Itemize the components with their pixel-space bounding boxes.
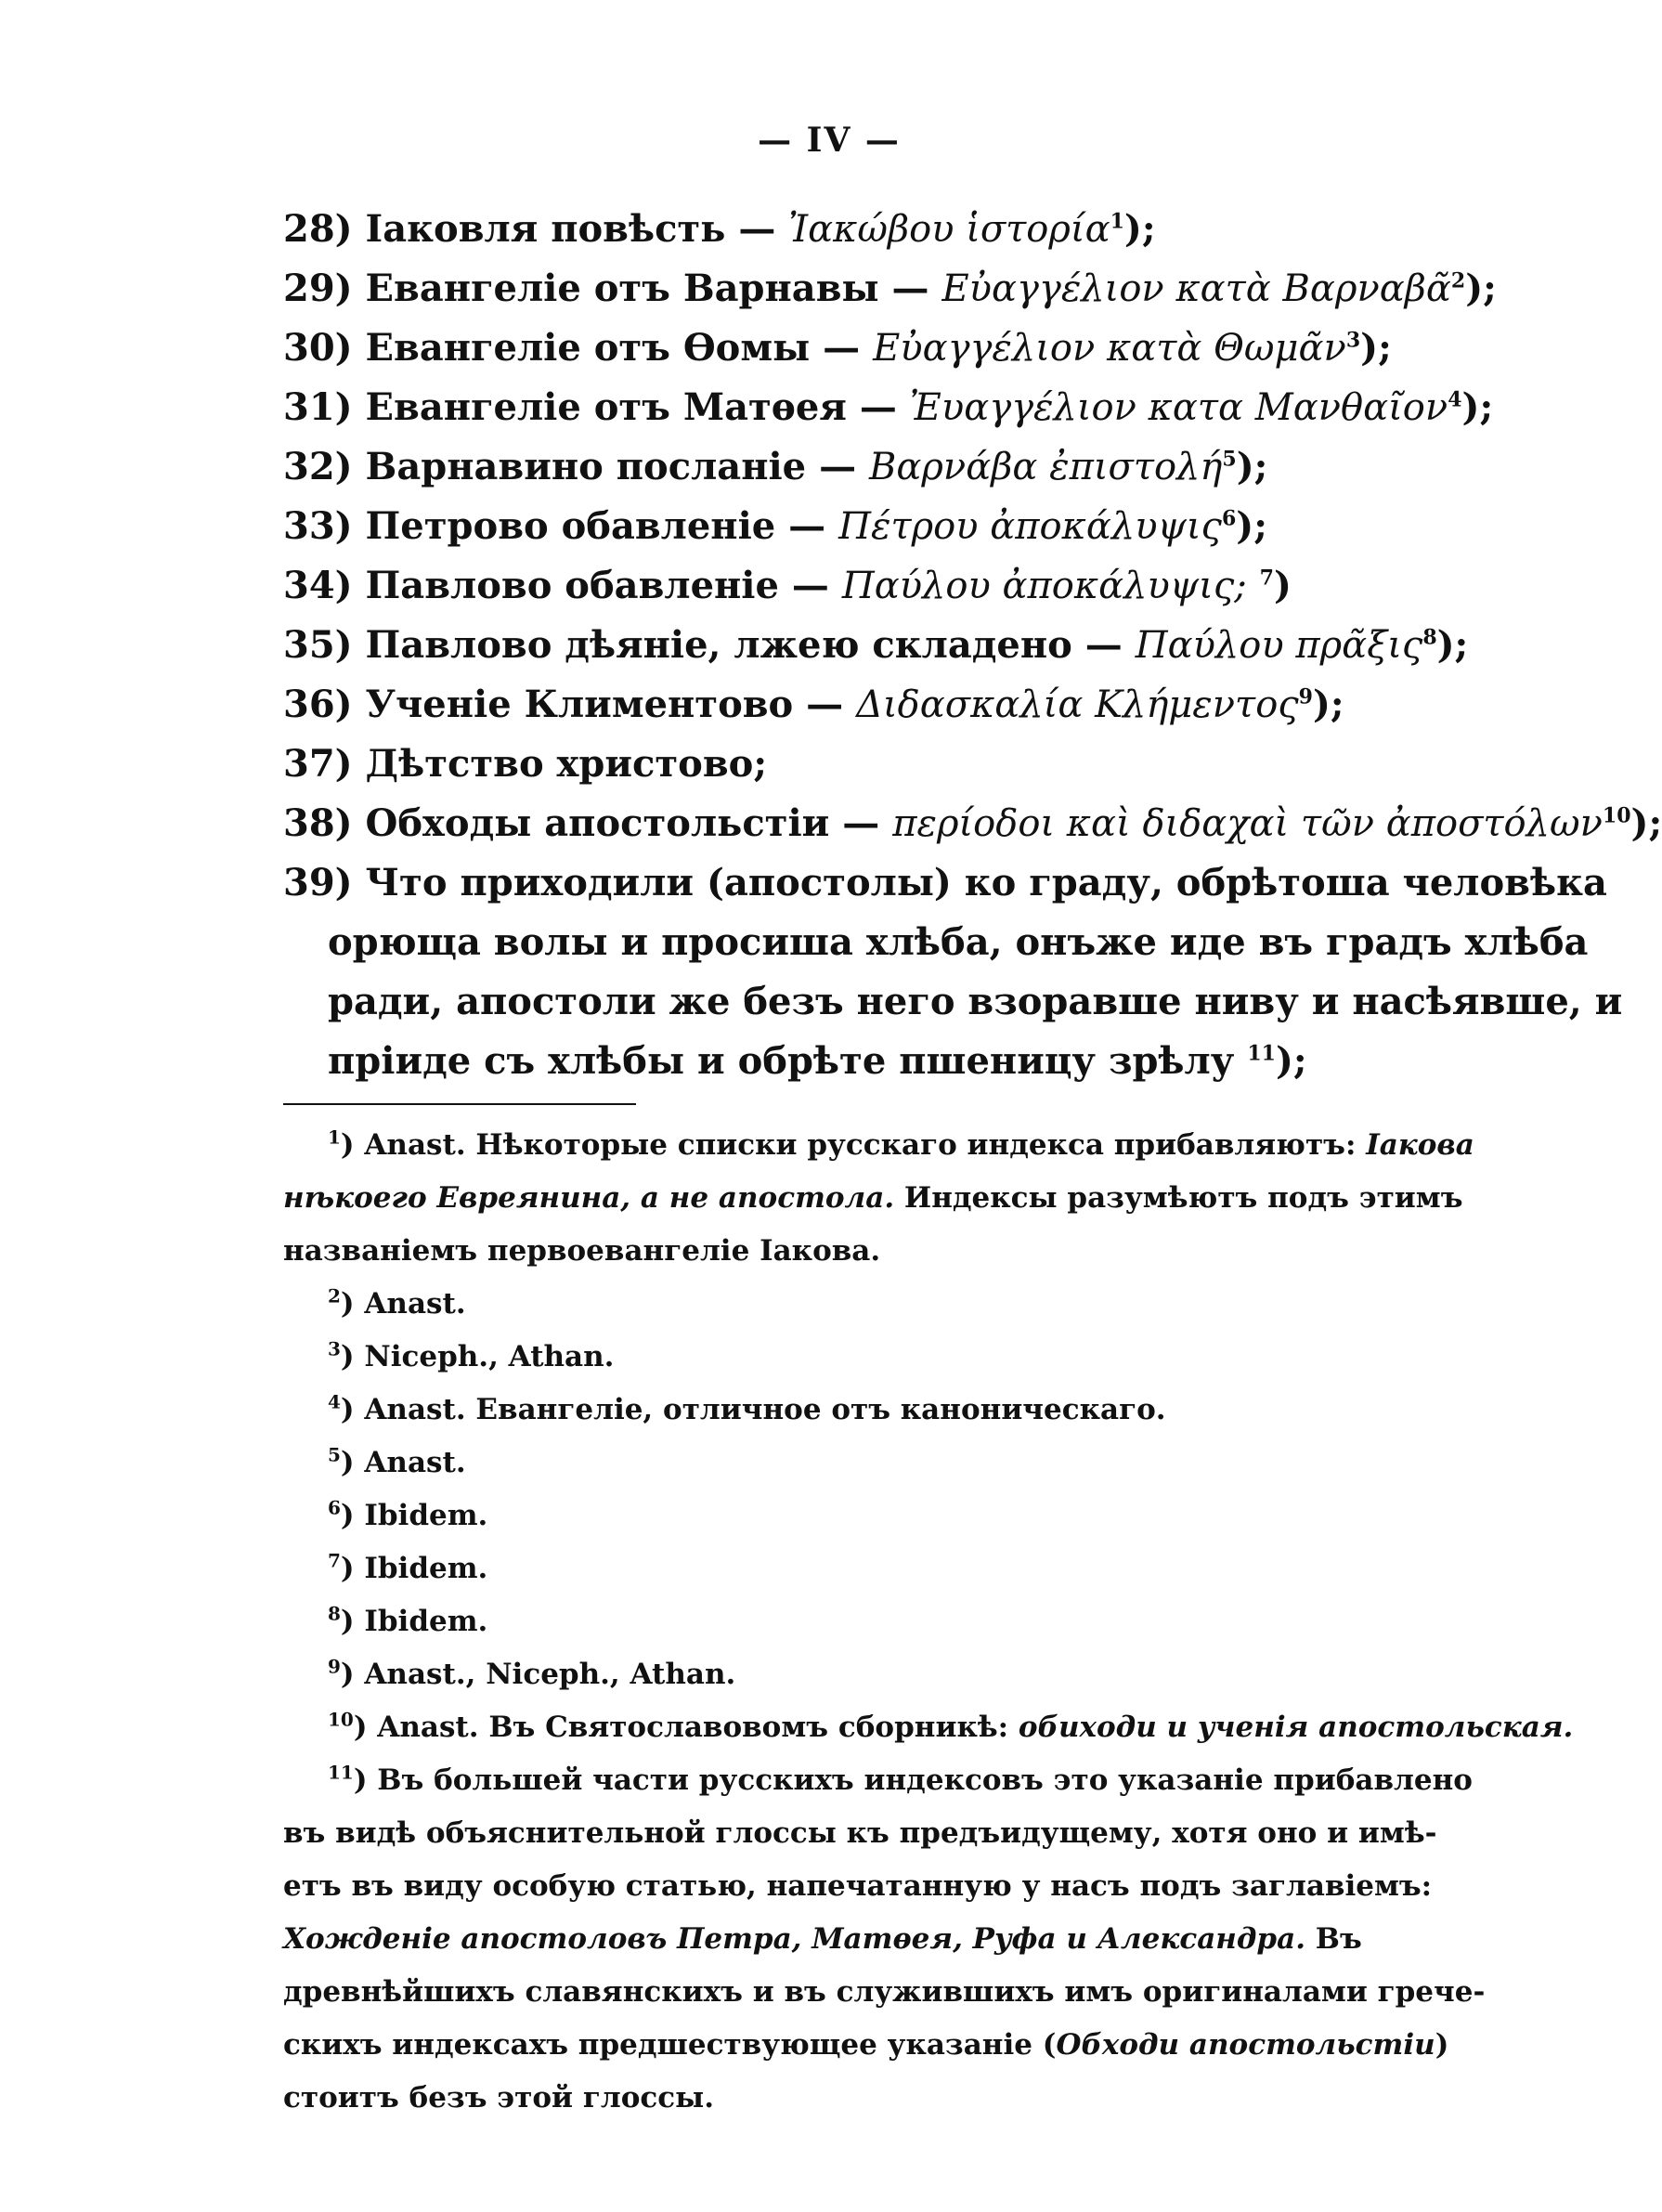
entry-dash: — [1084,623,1123,667]
footnote-ref: 8 [1422,625,1437,650]
entry-russian-title: Павлово обавленіе [365,564,779,607]
footnote-10 [283,1701,1574,1754]
footnote-line [283,2019,1449,2072]
footnote-italic: Хожденіе апостоловъ Петра, Матѳея, Руфа и Александра. [283,1922,1305,1956]
footnote-ref: 9 [1298,684,1313,709]
footnote-marker: 10 [328,1708,354,1731]
entry-tail: ); [1360,326,1392,370]
entry-dash: — [823,326,861,370]
footnote-2 [283,1278,1360,1331]
footnote-line [283,1172,1463,1225]
footnote-line: етъ въ виду особую статью, напечатанную у насъ подъ заглавіемъ: [283,1869,1433,1903]
footnote-italic: Іакова [1366,1128,1474,1162]
entry-russian-title: Іаковля повѣсть [365,207,726,251]
entry-russian-title: Дѣтство христово; [365,742,768,786]
footnote-text: ) Въ большей части русскихъ индексовъ это указаніе прибавлено [353,1763,1473,1797]
footnote-text: ) Anast. Евангеліе, отличное отъ каноническаго. [340,1393,1166,1426]
entry-number: 36) [283,683,353,726]
entry-greek-title: Εὐαγγέλιον κατὰ Βαρναβᾶ [941,267,1451,310]
footnote-text: ) Ibidem. [340,1552,488,1585]
entry-list [283,200,1662,1091]
footnote-text: Въ [1305,1922,1362,1956]
footnote-line: древнѣйшихъ славянскихъ и въ служившихъ имъ оригиналами грече- [283,1975,1486,2009]
footnote-marker: 8 [328,1602,341,1625]
footnote-line [283,1754,1473,1807]
footnote-separator [283,1103,636,1105]
entry-number: 31) [283,385,353,429]
footnote-italic: Обходи апостольстіи [1056,2028,1435,2062]
entry-greek-title: Ἰακώβου ἱστορία [788,208,1110,251]
entry-38 [283,794,1662,853]
entry-number: 38) [283,801,353,845]
entry-text: пріиде съ хлѣбы и обрѣте пшеницу зрѣлу [328,1039,1235,1083]
entry-tail: ); [1123,207,1156,251]
entry-russian-title: Ученіе Климентово [365,683,794,726]
entry-dash: — [738,207,776,251]
entry-russian-title: Евангеліе отъ Ѳомы [365,326,811,370]
entry-number: 37) [283,742,353,786]
footnote-marker: 1 [328,1126,341,1149]
footnote-3 [283,1331,1360,1384]
entry-28 [283,200,1360,259]
footnote-9 [283,1648,1360,1701]
entry-greek-title: Πέτρου ἀποκάλυψις [838,505,1222,548]
entry-37 [283,735,1360,794]
entry-tail: ); [1236,504,1267,548]
footnote-text: ) Anast., Niceph., Athan. [340,1658,736,1691]
entry-number: 35) [283,623,353,667]
entry-tail: ); [1436,623,1469,667]
entry-32 [283,437,1360,497]
entry-number: 34) [283,564,353,607]
footnote-text: ) Anast. [340,1287,466,1321]
footnote-ref: 10 [1602,803,1631,828]
footnote-text: Индексы разумѣютъ подъ этимъ [894,1181,1463,1215]
entry-greek-title: Ἐυαγγέλιον κατα Μανθαῖον [909,386,1448,429]
footnote-marker: 9 [328,1655,341,1678]
entry-number: 30) [283,326,353,370]
entry-line: ради, апостоли же безъ него взоравше ниву и насѣявше, и [328,980,1623,1023]
entry-line [283,1032,1360,1091]
entry-33 [283,497,1360,556]
footnote-marker: 5 [328,1443,341,1466]
entry-tail: ); [1312,683,1344,726]
page-number: — IV — [758,121,901,160]
footnote-7 [283,1542,1360,1595]
footnote-marker: 7 [328,1549,341,1572]
footnote-text: ) Anast. Нѣкоторые списки русскаго индекса прибавляютъ: [340,1128,1367,1162]
entry-35 [283,616,1469,675]
entry-greek-title: Διδασκαλία Κλήμεντος [856,683,1299,726]
entry-russian-title: Евангеліе отъ Матѳея [365,385,847,429]
entry-34 [283,556,1360,616]
entry-dash: — [788,504,826,548]
footnote-marker: 11 [328,1761,354,1784]
entry-greek-title: περίοδοι καὶ διδαχαὶ τῶν ἀποστόλων [892,802,1603,845]
footnote-11 [283,1754,1486,2125]
entry-number: 29) [283,267,353,310]
footnote-text: ) Anast. [340,1446,466,1479]
footnote-marker: 4 [328,1390,341,1413]
entry-russian-title: Евангеліе отъ Варнавы [365,267,879,310]
footnote-ref: 1 [1110,209,1124,234]
entry-line: орюща волы и просиша хлѣба, онъже иде въ градъ хлѣба [328,920,1589,964]
footnote-text: ) Ibidem. [340,1605,488,1638]
footnote-ref: 6 [1221,506,1237,531]
footnote-text: ) Niceph., Athan. [340,1340,615,1373]
entry-tail: ); [1630,801,1662,845]
footnote-ref: 11 [1247,1041,1276,1066]
entry-greek-title: Βαρνάβα ἐπιστολή [869,446,1223,488]
entry-tail: ); [1275,1039,1307,1083]
entry-russian-title: Обходы апостольстіи [365,801,830,845]
footnote-line [283,1701,1574,1754]
entry-tail: ) [1273,564,1292,607]
footnotes [283,1119,1574,2125]
entry-39 [283,853,1623,1091]
entry-dash: — [806,683,844,726]
entry-russian-title: Петрово обавленіе [365,504,776,548]
footnote-ref: 5 [1222,447,1237,472]
footnote-8 [283,1595,1360,1648]
footnote-text: ) Ibidem. [340,1499,488,1532]
entry-29 [283,259,1497,319]
entry-tail: ); [1461,385,1494,429]
entry-number: 33) [283,504,353,548]
footnote-6 [283,1490,1360,1542]
entry-tail: ); [1465,267,1497,310]
entry-number: 32) [283,445,353,488]
entry-greek-title: Παύλου ἀποκάλυψις; [841,565,1247,607]
entry-line [283,853,1607,913]
footnote-5 [283,1437,1360,1490]
entry-dash: — [842,801,880,845]
footnote-line: въ видѣ объяснительной глоссы къ предъидущему, хотя оно и имѣ- [283,1816,1437,1850]
entry-36 [283,675,1360,735]
entry-dash: — [891,267,929,310]
footnote-italic: обиходи и ученія апостольская. [1018,1711,1574,1744]
entry-tail: ); [1236,445,1268,488]
footnote-line: названіемъ первоевангеліе Іакова. [283,1234,881,1268]
footnote-marker: 6 [328,1496,341,1519]
entry-dash: — [791,564,829,607]
footnote-1 [283,1119,1474,1278]
footnote-text: ) Anast. Въ Святославовомъ сборникѣ: [353,1711,1019,1744]
entry-russian-title: Павлово дѣяніе, лжею складено [365,623,1072,667]
entry-number: 28) [283,207,353,251]
entry-dash: — [859,385,897,429]
footnote-ref: 2 [1450,268,1466,293]
entry-text: Что приходили (апостолы) ко граду, обрѣтоша человѣка [365,861,1607,904]
entry-number: 39) [283,861,353,904]
entry-greek-title: Παύλου πρᾶξις [1135,624,1423,667]
footnote-italic: нѣкоего Еврeянина, а не апостола. [283,1181,895,1215]
footnote-marker: 2 [328,1284,341,1308]
footnote-line [283,1913,1360,1966]
footnote-ref: 7 [1259,566,1274,591]
entry-30 [283,319,1392,378]
footnote-ref: 3 [1345,328,1361,353]
footnote-line [283,1119,1474,1172]
entry-dash: — [819,445,857,488]
entry-greek-title: Εὐαγγέλιον κατὰ Θωμᾶν [873,327,1346,370]
footnote-marker: 3 [328,1337,341,1360]
footnote-ref: 4 [1448,387,1462,412]
footnote-line: стоитъ безъ этой глоссы. [283,2081,714,2114]
entry-russian-title: Варнавино посланіе [365,445,807,488]
footnote-text: ) [1435,2028,1449,2062]
footnote-text: скихъ индексахъ предшествующее указаніе ( [283,2028,1057,2062]
footnote-4 [283,1384,1360,1437]
entry-31 [283,378,1494,437]
